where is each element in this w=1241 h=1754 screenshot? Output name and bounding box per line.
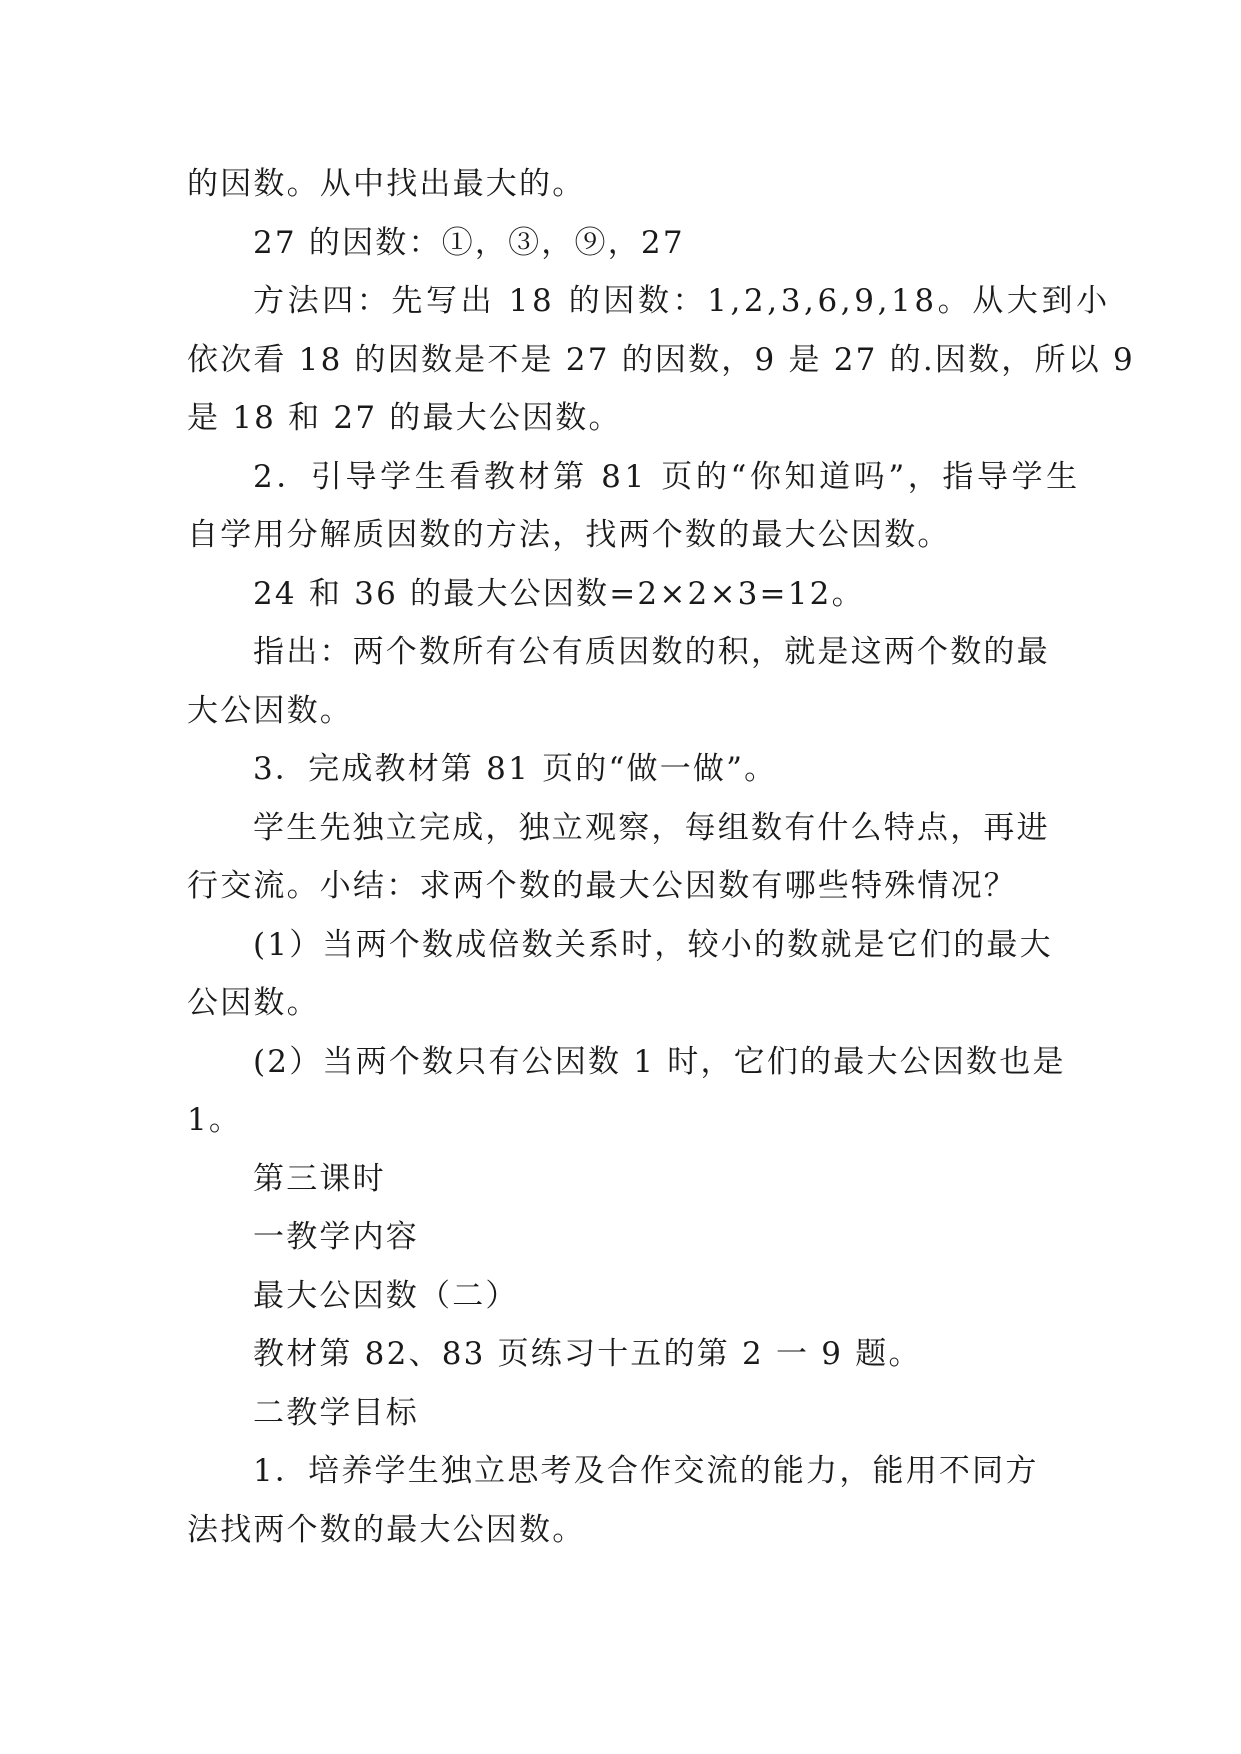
- paragraph-line: 的因数。从中找出最大的。: [187, 166, 586, 202]
- section-heading: 一教学内容: [253, 1219, 419, 1255]
- paragraph-line: 大公因数。: [187, 692, 353, 729]
- paragraph-line: 3．完成教材第 81 页的“做一做”。: [253, 751, 778, 787]
- paragraph-line: 24 和 36 的最大公因数=2×2×3=12。: [253, 575, 865, 612]
- paragraph-line: 行交流。小结：求两个数的最大公因数有哪些特殊情况？: [187, 868, 1017, 904]
- paragraph-line: 依次看 18 的因数是不是 27 的因数，9 是 27 的.因数，所以 9: [187, 341, 1135, 378]
- paragraph-line: 自学用分解质因数的方法，找两个数的最大公因数。: [187, 517, 951, 553]
- paragraph-line: (1）当两个数成倍数关系时，较小的数就是它们的最大: [253, 926, 1053, 963]
- section-heading: 二教学目标: [253, 1394, 419, 1431]
- paragraph-line: 最大公因数（二）: [253, 1277, 519, 1314]
- paragraph-line: (2）当两个数只有公因数 1 时，它们的最大公因数也是: [253, 1043, 1066, 1080]
- paragraph-line: 公因数。: [187, 985, 320, 1021]
- paragraph-line: 2．引导学生看教材第 81 页的“你知道吗”，指导学生: [253, 458, 1081, 495]
- paragraph-line: 1．培养学生独立思考及合作交流的能力，能用不同方: [253, 1453, 1039, 1489]
- paragraph-line: 方法四：先写出 18 的因数：1,2,3,6,9,18。从大到小: [253, 283, 1111, 319]
- paragraph-line: 法找两个数的最大公因数。: [187, 1511, 586, 1548]
- paragraph-line: 学生先独立完成，独立观察，每组数有什么特点，再进: [253, 809, 1050, 846]
- paragraph-line: 1。: [187, 1102, 243, 1138]
- paragraph-line: 教材第 82、83 页练习十五的第 2 一 9 题。: [253, 1336, 922, 1372]
- section-heading: 第三课时: [253, 1160, 386, 1197]
- paragraph-line: 27 的因数：①，③，⑨，27: [253, 224, 685, 261]
- document-body: [187, 155, 1135, 1559]
- paragraph-line: 是 18 和 27 的最大公因数。: [187, 400, 622, 436]
- paragraph-line: 指出：两个数所有公有质因数的积，就是这两个数的最: [253, 634, 1050, 670]
